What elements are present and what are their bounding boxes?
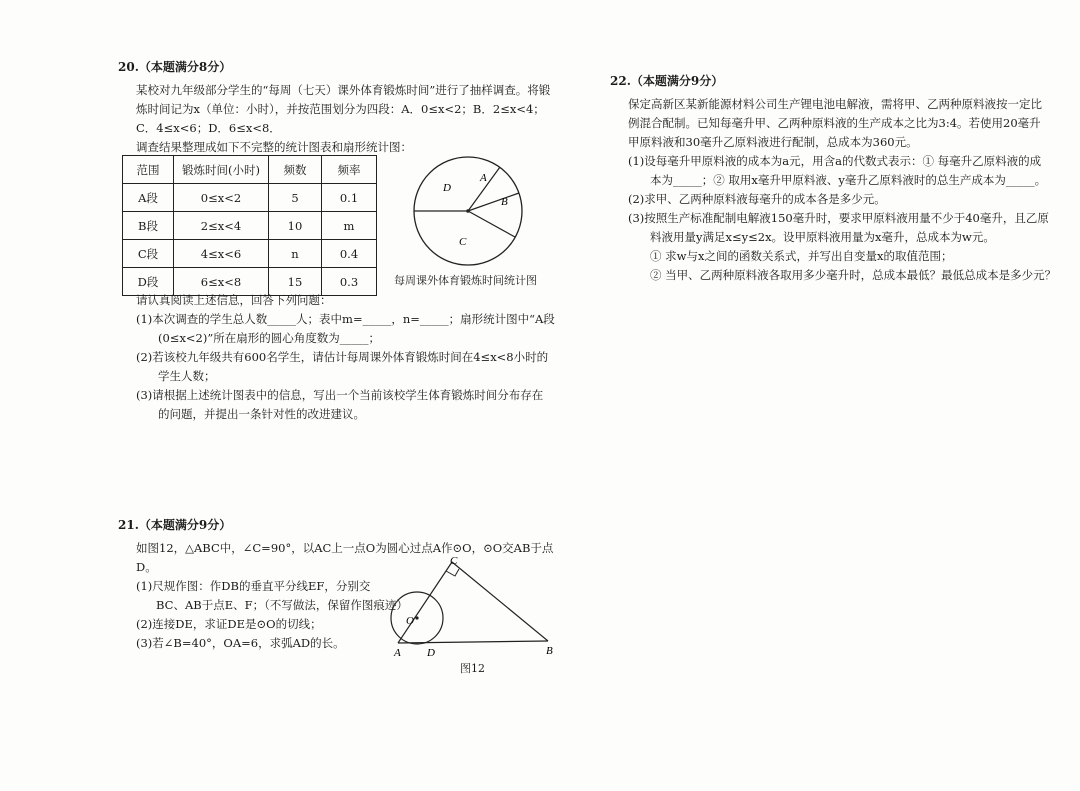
pie-label-a: A xyxy=(480,172,487,184)
q22-line: 例混合配制。已知每毫升甲、乙两种原料液的生产成本之比为3:4。若使用20毫升 xyxy=(628,116,1041,130)
q20-line: (1)本次调查的学生总人数_____人；表中m=_____，n=_____；扇形统计图中“A段 xyxy=(136,312,555,326)
table-header-row xyxy=(123,156,377,184)
table-cell: n xyxy=(269,240,322,268)
table-cell: A段 xyxy=(123,184,174,212)
q22-line: 甲原料液和30毫升乙原料液进行配制，总成本为360元。 xyxy=(628,135,918,149)
q21-line: BC、AB于点E、F；（不写做法，保留作图痕迹） xyxy=(156,598,408,612)
table-cell: m xyxy=(322,212,377,240)
table-cell: 4≤x<6 xyxy=(174,240,269,268)
figure-caption: 图12 xyxy=(460,662,485,675)
q20-line: 学生人数； xyxy=(158,369,216,383)
pie-label-d: D xyxy=(443,182,451,194)
pie-label-b: B xyxy=(501,196,508,208)
label-c: C xyxy=(450,555,458,567)
table-cell: 0.1 xyxy=(322,184,377,212)
segment-ac xyxy=(398,562,452,643)
frequency-table xyxy=(122,155,377,296)
pie-divider-c xyxy=(468,211,515,237)
pie-center-dot xyxy=(466,209,470,213)
pie-caption: 每周课外体育锻炼时间统计图 xyxy=(394,274,537,287)
table-header-cell: 锻炼时间(小时) xyxy=(174,156,269,184)
table-row xyxy=(123,212,377,240)
q20-line: 的问题，并提出一条针对性的改进建议。 xyxy=(158,407,365,421)
q20-questions xyxy=(118,291,568,424)
q20-intro-line: C．4≤x<6；D．6≤x<8． xyxy=(136,121,281,135)
right-angle-mark xyxy=(446,569,459,576)
table-cell: 0≤x<2 xyxy=(174,184,269,212)
q21-line: (3)若∠B=40°，OA=6，求弧AD的长。 xyxy=(136,636,345,650)
table-cell: 2≤x<4 xyxy=(174,212,269,240)
q21-line: (2)连接DE，求证DE是⊙O的切线； xyxy=(136,617,322,631)
table-cell: 10 xyxy=(269,212,322,240)
table-cell: C段 xyxy=(123,240,174,268)
pie-divider-b xyxy=(468,193,519,211)
table-header-cell: 频数 xyxy=(269,156,322,184)
q20-intro-line: 某校对九年级部分学生的“每周（七天）课外体育锻炼时间”进行了抽样调查。将锻 xyxy=(136,83,551,97)
segment-ab xyxy=(398,641,548,643)
q20-intro-line: 调查结果整理成如下不完整的统计图表和扇形统计图： xyxy=(136,140,412,154)
label-b: B xyxy=(546,645,553,657)
center-o-dot xyxy=(415,616,418,619)
label-a: A xyxy=(394,647,401,659)
q20-intro-line: 炼时间记为x（单位：小时），并按范围划分为四段：A．0≤x<2；B．2≤x<4； xyxy=(136,102,545,116)
label-d: D xyxy=(427,647,435,659)
q22-line: 料液用量y满足x≤y≤2x。设甲原料液用量为x毫升，总成本为w元。 xyxy=(650,230,995,244)
q20-line: (2)若该校九年级共有600名学生，请估计每周课外体育锻炼时间在4≤x<8小时的 xyxy=(136,350,549,364)
table-cell: 6≤x<8 xyxy=(174,268,269,296)
q21-line: 如图12，△ABC中，∠C=90°，以AC上一点O为圆心过点A作⊙O，⊙O交AB于点D。 xyxy=(136,541,554,574)
pie-label-c: C xyxy=(459,236,467,248)
table-cell: B段 xyxy=(123,212,174,240)
q22-line: ② 当甲、乙两种原料液各取用多少毫升时，总成本最低？最低总成本是多少元？ xyxy=(650,268,1057,282)
q20-heading: 20.（本题满分8分） xyxy=(118,60,232,74)
question-22 xyxy=(610,72,1065,285)
table-row xyxy=(123,184,377,212)
q22-line: (1)设每毫升甲原料液的成本为a元，用含a的代数式表示：① 每毫升乙原料液的成 xyxy=(628,154,1042,168)
segment-cb xyxy=(452,562,548,641)
q22-line: ① 求w与x之间的函数关系式，并写出自变量x的取值范围； xyxy=(650,249,953,263)
q22-line: 本为_____；② 取用x毫升甲原料液、y毫升乙原料液时的总生产成本为_____。 xyxy=(650,173,1047,187)
table-cell: 15 xyxy=(269,268,322,296)
q21-line: (1)尺规作图：作DB的垂直平分线EF，分别交 xyxy=(136,579,371,593)
table-cell: 0.4 xyxy=(322,240,377,268)
q21-heading: 21.（本题满分9分） xyxy=(118,518,232,532)
table-cell: D段 xyxy=(123,268,174,296)
geometry-figure xyxy=(380,552,570,662)
question-20 xyxy=(118,58,558,157)
q20-line: (0≤x<2)”所在扇形的圆心角度数为_____； xyxy=(158,331,380,345)
q20-line: (3)请根据上述统计图表中的信息，写出一个当前该校学生体育锻炼时间分布存在 xyxy=(136,388,544,402)
q22-line: (2)求甲、乙两种原料液每毫升的成本各是多少元。 xyxy=(628,192,886,206)
q22-line: 保定高新区某新能源材料公司生产锂电池电解液，需将甲、乙两种原料液按一定比 xyxy=(628,97,1042,111)
table-cell: 0.3 xyxy=(322,268,377,296)
table-header-cell: 范围 xyxy=(123,156,174,184)
q20-line: 请认真阅读上述信息，回答下列问题： xyxy=(136,293,332,307)
pie-chart xyxy=(405,148,535,278)
table-header-cell: 频率 xyxy=(322,156,377,184)
table-cell: 5 xyxy=(269,184,322,212)
table-row xyxy=(123,240,377,268)
q22-line: (3)按照生产标准配制电解液150毫升时，要求甲原料液用量不少于40毫升，且乙原 xyxy=(628,211,1049,225)
label-o: O xyxy=(406,615,414,627)
q22-heading: 22.（本题满分9分） xyxy=(610,74,724,88)
